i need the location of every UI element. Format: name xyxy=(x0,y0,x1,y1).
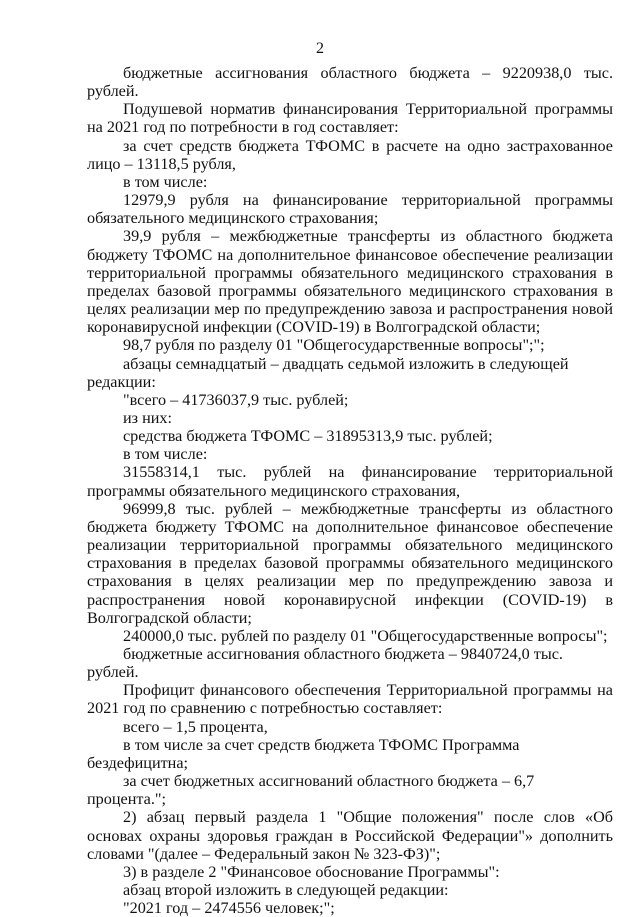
paragraph: 98,7 рубля по разделу 01 "Общегосударственные вопросы";"; xyxy=(123,336,545,355)
paragraph: 12979,9 рубля на финансирование территориальной программы обязательного медицинского страхования; xyxy=(87,191,613,228)
paragraph: 240000,0 тыс. рублей по разделу 01 "Общегосударственные вопросы"; xyxy=(123,626,608,645)
paragraph: всего – 1,5 процента, xyxy=(123,717,268,736)
paragraph: 31558314,1 тыс. рублей на финансирование территориальной программы обязательного медицинского страхования, xyxy=(87,463,613,500)
paragraph: из них: xyxy=(123,408,173,427)
paragraph: в том числе: xyxy=(123,445,208,464)
paragraph: за счет средств бюджета ТФОМС в расчете на одно застрахованное лицо – 13118,5 рубля, xyxy=(87,136,613,173)
paragraph: Профицит финансового обеспечения Территориальной программы на 2021 год по сравнению с потребностью составляет: xyxy=(87,681,613,718)
paragraph: 2) абзац первый раздела 1 "Общие положения" после слов «Об основах охраны здоровья граждан в Российской Федерации"» дополнить словами "(далее – Федеральный закон № 323-ФЗ)"; xyxy=(87,808,613,863)
paragraph: 96999,8 тыс. рублей – межбюджетные трансферты из областного бюджета бюджету ТФОМС на дополнительное финансовое обеспечение реализации территориальной программы обязательного медицинского страхования в пределах базовой программы обязательного медицинского страхования в целях реализации мер по предупреждению завоза и распространения новой коронавирусной инфекции (COVID-19) в Волгоградской области; xyxy=(87,499,613,627)
paragraph: 3) в разделе 2 "Финансовое обоснование Программы": xyxy=(123,862,500,881)
document-body xyxy=(87,64,613,917)
paragraph: бюджетные ассигнования областного бюджета – 9840724,0 тыс. рублей. xyxy=(87,645,563,682)
paragraph: в том числе: xyxy=(123,172,208,191)
paragraph: абзацы семнадцатый – двадцать седьмой изложить в следующей редакции: xyxy=(87,354,569,391)
page-number: 2 xyxy=(316,40,324,57)
paragraph: "2021 год – 2474556 человек;"; xyxy=(123,899,335,917)
paragraph: средства бюджета ТФОМС – 31895313,9 тыс. рублей; xyxy=(123,427,493,446)
paragraph: Подушевой норматив финансирования Территориальной программы на 2021 год по потребности в год составляет: xyxy=(87,100,613,137)
paragraph: 39,9 рубля – межбюджетные трансферты из областного бюджета бюджету ТФОМС на дополнительное финансовое обеспечение реализации территориальной программы обязательного медицинского страхования в пределах базовой программы обязательного медицинского страхования в целях реализации мер по предупреждению завоза и распространения новой коронавирусной инфекции (COVID-19) в Волгоградской области; xyxy=(87,227,613,337)
paragraph: бюджетные ассигнования областного бюджета – 9220938,0 тыс. рублей. xyxy=(87,64,613,101)
paragraph: "всего – 41736037,9 тыс. рублей; xyxy=(123,390,349,409)
paragraph: абзац второй изложить в следующей редакции: xyxy=(123,881,449,900)
paragraph: за счет бюджетных ассигнований областного бюджета – 6,7 процента."; xyxy=(87,772,535,809)
paragraph: в том числе за счет средств бюджета ТФОМС Программа бездефицитна; xyxy=(87,735,520,772)
